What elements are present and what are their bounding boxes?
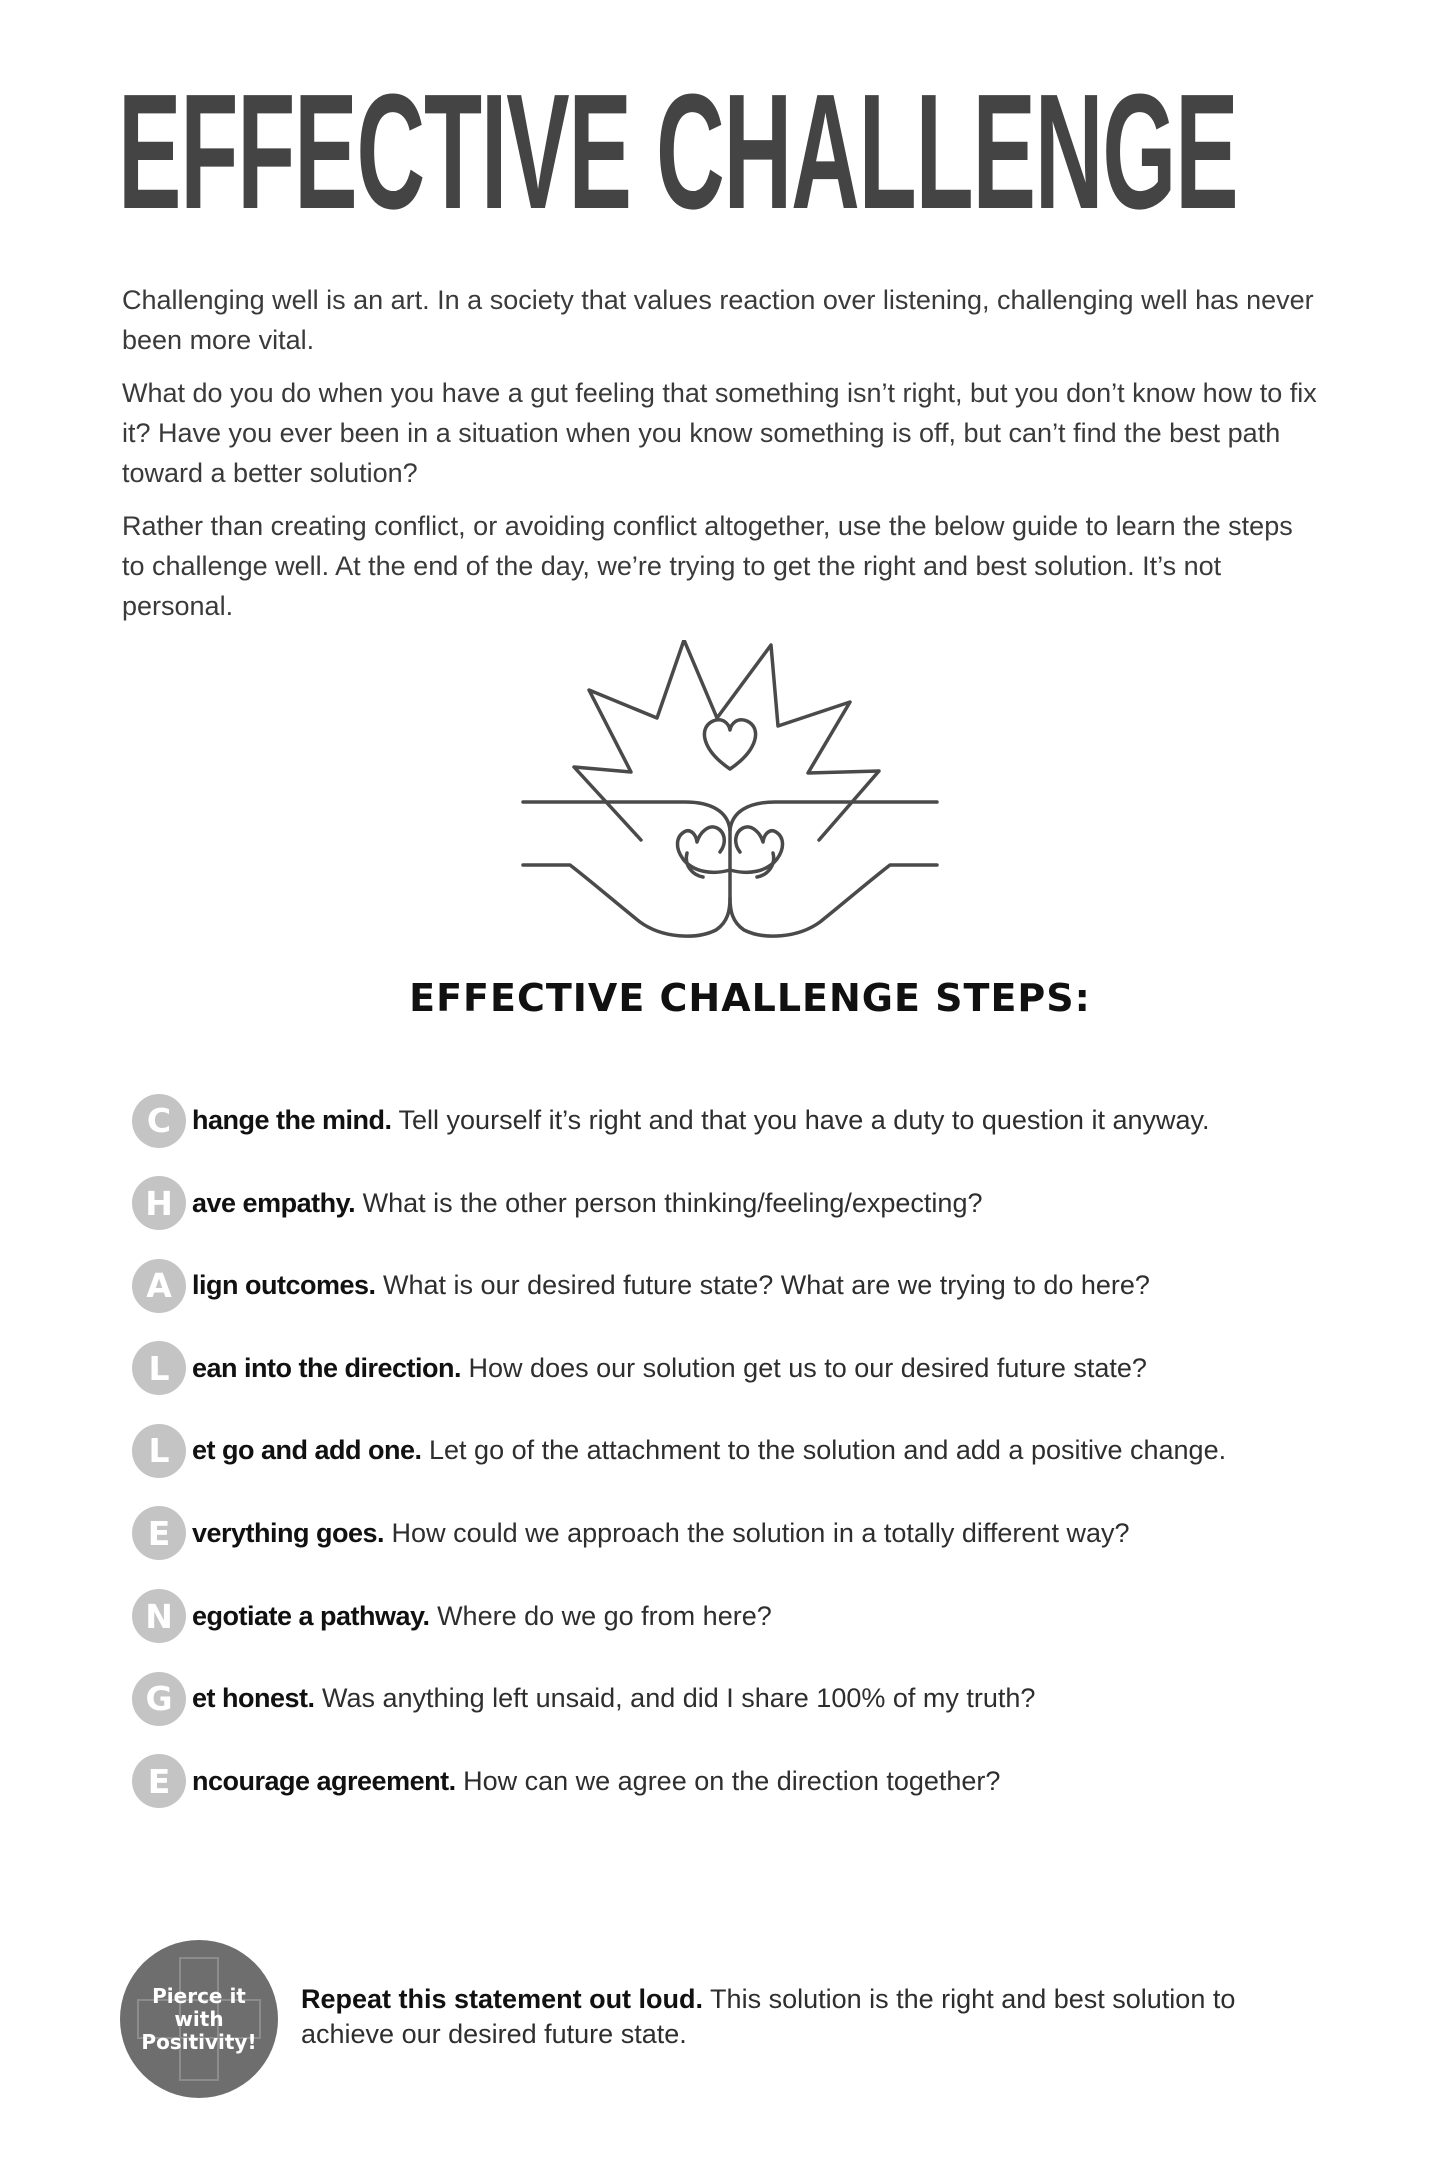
statement-text: This solution is the right and best solution to achieve our desired future state. bbox=[301, 1984, 1236, 2049]
intro-paragraph: Rather than creating conflict, or avoiding conflict altogether, use the below guide to learn the steps to challenge well. At the end of the day, we’re trying to get the right and best solution. It’s not personal. bbox=[122, 511, 1293, 621]
step-text bbox=[192, 1518, 1130, 1549]
fist-bump-heart-icon bbox=[520, 640, 940, 945]
step-description: Let go of the attachment to the solution and add a positive change. bbox=[421, 1435, 1227, 1466]
step-description: What is our desired future state? What are we trying to do here? bbox=[375, 1270, 1150, 1301]
step-letter-circle: G bbox=[132, 1672, 186, 1726]
step-letter-circle: C bbox=[132, 1094, 186, 1148]
list-item bbox=[132, 1670, 1392, 1727]
step-description: What is the other person thinking/feeling/expecting? bbox=[355, 1187, 983, 1218]
list-item bbox=[132, 1753, 1392, 1810]
step-letter-circle: E bbox=[132, 1506, 186, 1560]
list-item bbox=[132, 1257, 1392, 1314]
step-letter-circle: H bbox=[132, 1176, 186, 1230]
step-heading: et go and add one. bbox=[192, 1435, 422, 1466]
step-text bbox=[192, 1766, 1000, 1797]
step-description: Was anything left unsaid, and did I share 100% of my truth? bbox=[314, 1683, 1036, 1714]
badge-line: with bbox=[174, 2006, 224, 2031]
step-description: How does our solution get us to our desired future state? bbox=[461, 1352, 1147, 1383]
statement-heading: Repeat this statement out loud. bbox=[301, 1984, 704, 2014]
badge-line: Pierce it bbox=[152, 1983, 246, 2008]
step-description: Tell yourself it’s right and that you have a duty to question it anyway. bbox=[391, 1105, 1210, 1135]
step-letter-circle: E bbox=[132, 1754, 186, 1808]
step-heading: egotiate a pathway. bbox=[192, 1600, 430, 1631]
step-text bbox=[192, 1105, 1210, 1136]
step-heading: ncourage agreement. bbox=[192, 1765, 456, 1796]
step-heading: verything goes. bbox=[192, 1517, 385, 1548]
step-text bbox=[192, 1270, 1150, 1301]
step-heading: et honest. bbox=[192, 1683, 315, 1714]
step-description: How can we agree on the direction together? bbox=[455, 1765, 1001, 1796]
steps-list bbox=[132, 1092, 1392, 1835]
list-item bbox=[132, 1092, 1392, 1149]
step-heading: ave empathy. bbox=[192, 1187, 356, 1218]
page-title: EFFECTIVE CHALLENGE bbox=[118, 60, 1238, 243]
badge-line: Positivity! bbox=[141, 2029, 257, 2054]
intro-paragraph: Challenging well is an art. In a society that values reaction over listening, challenging well has never been more vital. bbox=[122, 285, 1314, 355]
badge-text bbox=[141, 1985, 256, 2054]
intro bbox=[122, 280, 1322, 639]
step-heading: ean into the direction. bbox=[192, 1352, 462, 1383]
step-description: How could we approach the solution in a totally different way? bbox=[384, 1517, 1130, 1548]
pierce-it-badge bbox=[120, 1940, 278, 2098]
repeat-statement bbox=[301, 1982, 1321, 2052]
step-heading: hange the mind. bbox=[192, 1105, 392, 1135]
step-heading: lign outcomes. bbox=[192, 1270, 376, 1301]
intro-paragraph: What do you do when you have a gut feeling that something isn’t right, but you don’t know how to fix it? Have you ever been in a situation when you know something is off, but can’t find the best path toward a better solution? bbox=[122, 378, 1317, 488]
step-text bbox=[192, 1683, 1035, 1714]
step-text bbox=[192, 1601, 772, 1632]
list-item bbox=[132, 1422, 1392, 1479]
list-item bbox=[132, 1340, 1392, 1397]
step-letter-circle: L bbox=[132, 1341, 186, 1395]
steps-heading: EFFECTIVE CHALLENGE STEPS: bbox=[409, 976, 1091, 1020]
list-item bbox=[132, 1505, 1392, 1562]
step-letter-circle: A bbox=[132, 1259, 186, 1313]
step-text bbox=[192, 1435, 1226, 1466]
step-description: Where do we go from here? bbox=[429, 1600, 772, 1631]
step-letter-circle: N bbox=[132, 1589, 186, 1643]
step-text bbox=[192, 1188, 982, 1219]
step-text bbox=[192, 1353, 1147, 1384]
list-item bbox=[132, 1175, 1392, 1232]
list-item bbox=[132, 1588, 1392, 1645]
step-letter-circle: L bbox=[132, 1424, 186, 1478]
